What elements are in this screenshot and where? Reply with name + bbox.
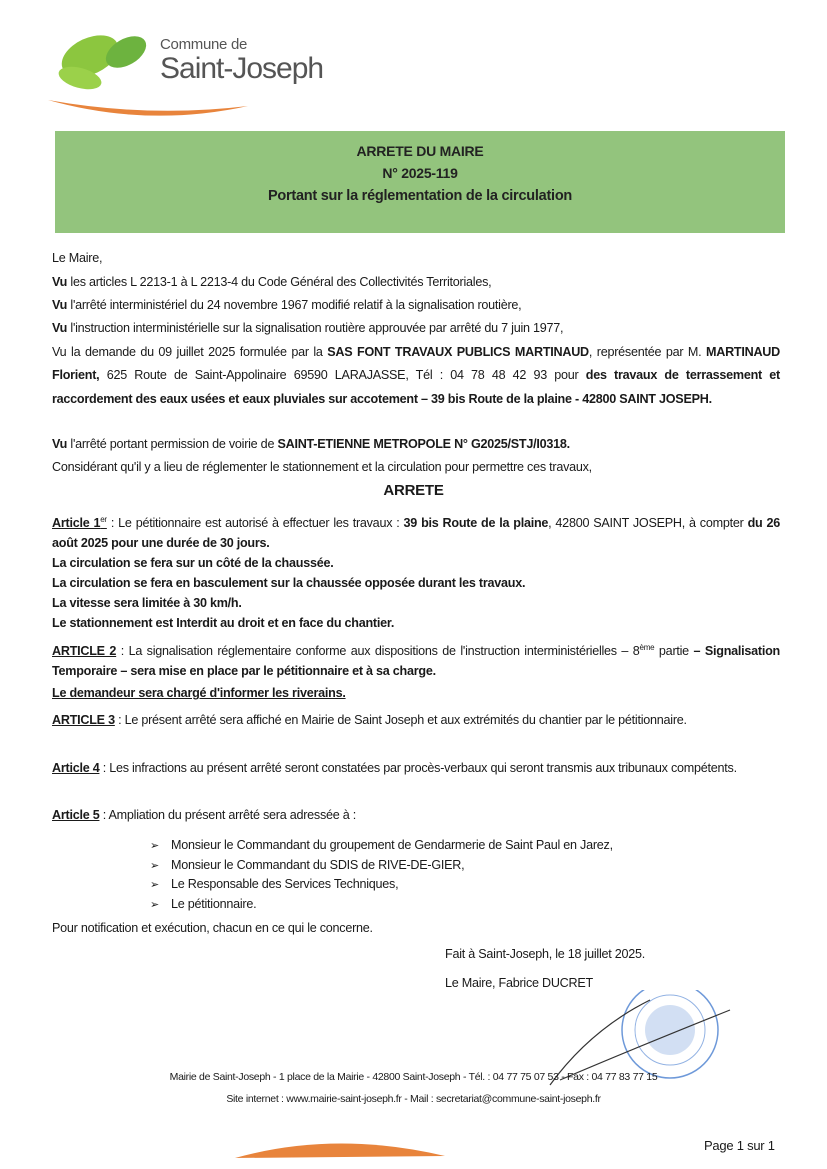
footer-web: Site internet : www.mairie-saint-joseph.fr - Mail : secretariat@commune-saint-joseph.fr [226, 1093, 601, 1105]
notice-riverains: Le demandeur sera chargé d'informer les riverains. [52, 686, 346, 700]
vu-3: Vu l'instruction interministérielle sur la signalisation routière approuvée par arrêté du 7 juin 1977, [52, 321, 564, 335]
page-number: Page 1 sur 1 [704, 1138, 775, 1153]
place-date: Fait à Saint-Joseph, le 18 juillet 2025. [445, 947, 646, 961]
logo-line2: Saint-Joseph [160, 52, 324, 85]
rule-line: Le stationnement est Interdit au droit et en face du chantier. [52, 616, 395, 630]
logo-line1: Commune de [160, 36, 248, 53]
rule-line: La circulation se fera en basculement sur la chaussée opposée durant les travaux. [52, 576, 526, 590]
considerant: Considérant qu'il y a lieu de réglementer le stationnement et la circulation pour permettre ces travaux, [52, 460, 592, 474]
rule-line: La circulation se fera sur un côté de la chaussée. [52, 556, 334, 570]
intro: Le Maire, [52, 251, 103, 265]
header-box [55, 131, 785, 233]
document-title: ARRETE DU MAIRE [356, 143, 484, 159]
article-4: Article 4 : Les infractions au présent arrêté seront constatées par procès-verbaux qui seront transmis aux tribunaux compétents. [52, 761, 737, 775]
vu-4: Vu la demande du 09 juillet 2025 formulée par la SAS FONT TRAVAUX PUBLICS MARTINAUD, représentée par M. MARTINAUD Florient, 625 Route de Saint-Appolinaire 69590 LARAJASSE, Tél : 04 78 48 42 93 pour des travaux de terrassement et raccordement des eaux usées et eaux pluviales sur accotement – 39 bis Route de la plaine - 42800 SAINT JOSEPH. [52, 345, 780, 406]
recipient-item: ➢ Monsieur le Commandant du SDIS de RIVE-DE-GIER, [150, 856, 613, 876]
vu-1: Vu les articles L 2213-1 à L 2213-4 du Code Général des Collectivités Territoriales, [52, 275, 492, 289]
recipient-list [150, 836, 613, 914]
closing: Pour notification et exécution, chacun en ce qui le concerne. [52, 921, 373, 935]
document-subject: Portant sur la réglementation de la circulation [267, 188, 573, 204]
recipient-item: ➢ Le Responsable des Services Techniques, [150, 875, 613, 895]
vu-2: Vu l'arrêté interministériel du 24 novembre 1967 modifié relatif à la signalisation routière, [52, 298, 522, 312]
article-2: ARTICLE 2 : La signalisation réglementaire conforme aux dispositions de l'instruction interministérielles – 8ème partie – Signalisation Temporaire – sera mise en place par le pétitionnaire et à sa charge. [52, 643, 780, 679]
recipient-item: ➢ Monsieur le Commandant du groupement de Gendarmerie de Saint Paul en Jarez, [150, 836, 613, 856]
article-1-rules [52, 553, 780, 633]
article-1: Article 1er : Le pétitionnaire est autorisé à effectuer les travaux : 39 bis Route de la plaine, 42800 SAINT JOSEPH, à compter du 26 août 2025 pour une durée de 30 jours. [52, 515, 780, 551]
footer-orange-swoosh [235, 1136, 445, 1158]
signer: Le Maire, Fabrice DUCRET [445, 976, 593, 990]
article-5: Article 5 : Ampliation du présent arrêté sera adressée à : [52, 808, 357, 822]
arrete-heading: ARRETE [383, 482, 444, 499]
footer-address: Mairie de Saint-Joseph - 1 place de la Mairie - 42800 Saint-Joseph - Tél. : 04 77 75 07 53 - Fax : 04 77 83 77 15 [169, 1071, 658, 1083]
document-number: N° 2025-119 [382, 165, 458, 181]
mayor-stamp [530, 990, 750, 1100]
rule-line: La vitesse sera limitée à 30 km/h. [52, 596, 242, 610]
vu-5: Vu l'arrêté portant permission de voirie de SAINT-ETIENNE METROPOLE N° G2025/STJ/I0318. [52, 437, 570, 451]
article-3: ARTICLE 3 : Le présent arrêté sera affiché en Mairie de Saint Joseph et aux extrémités du chantier par le pétitionnaire. [52, 713, 687, 727]
recipient-item: ➢ Le pétitionnaire. [150, 895, 613, 915]
